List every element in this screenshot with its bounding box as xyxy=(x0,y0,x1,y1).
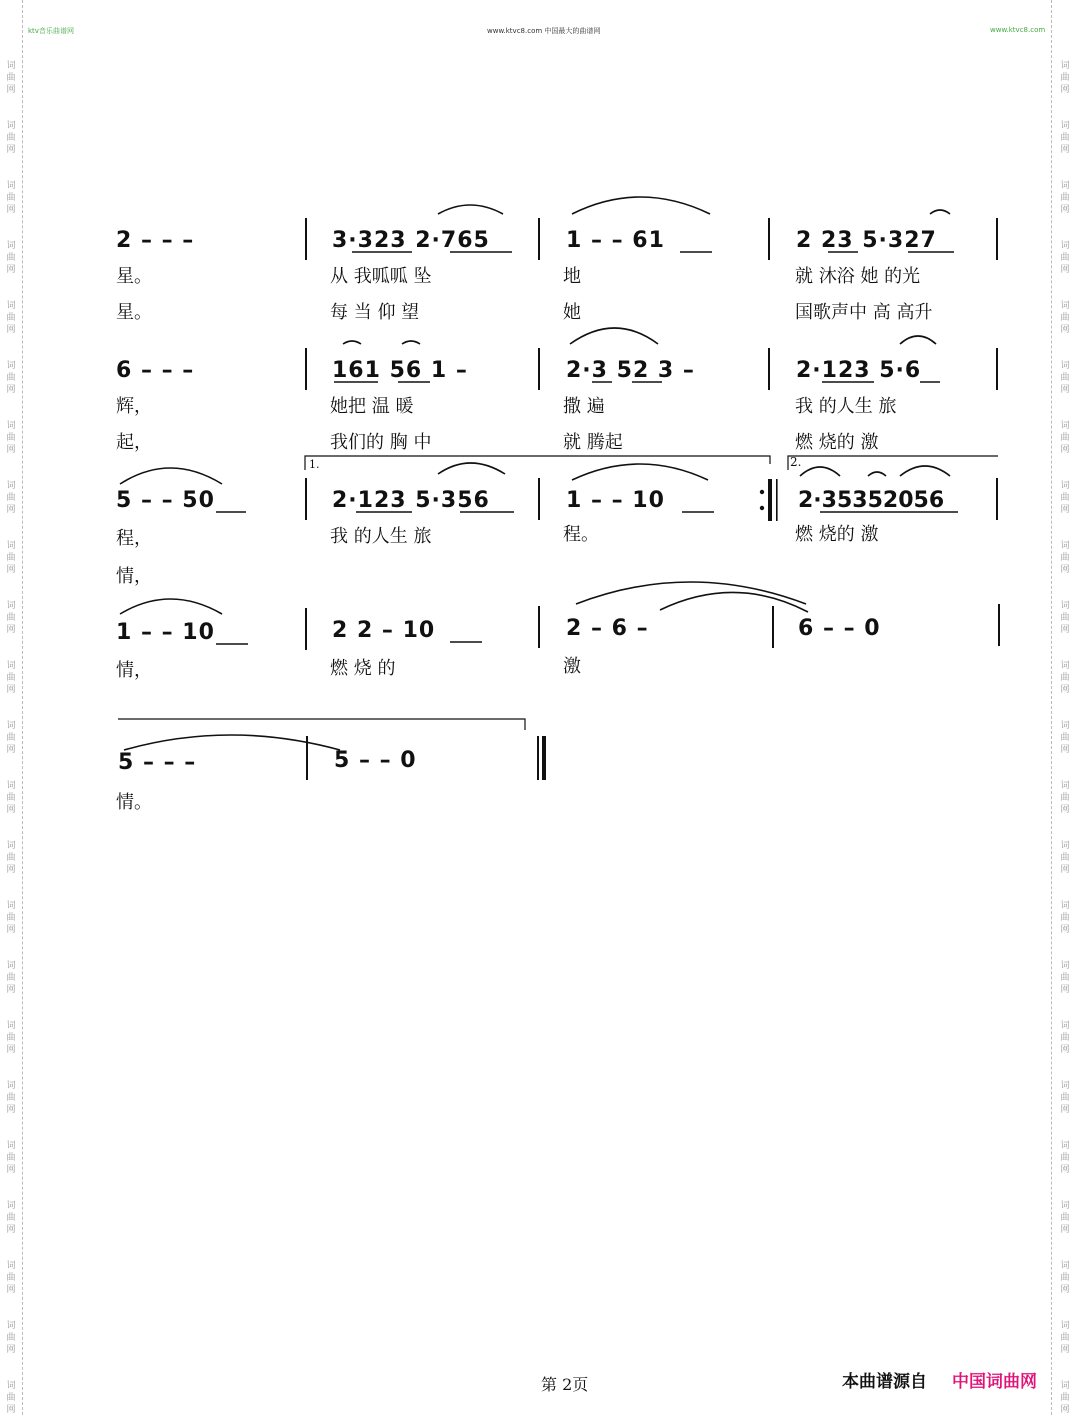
lyric-verse1: 她把 温 暖 xyxy=(330,396,414,417)
watermark-text: 词 曲 网 xyxy=(1060,661,1070,695)
watermark-text: 词 曲 网 xyxy=(1060,1261,1070,1295)
repeat-dot xyxy=(760,490,764,494)
measure-note: 6 – – – xyxy=(116,358,195,383)
watermark-text: 词 曲 网 xyxy=(1060,1141,1070,1175)
watermark-text: 词 曲 网 xyxy=(6,481,16,515)
measure-note: 6 – – 0 xyxy=(798,616,881,641)
watermark-text: 词 曲 网 xyxy=(1060,1021,1070,1055)
measure-note: 1 – – 10 xyxy=(116,620,215,645)
watermark-text: 词 曲 网 xyxy=(1060,61,1070,95)
measure-note: 2·35352056 xyxy=(798,488,945,513)
measure-note: 2·123 5·6 xyxy=(796,358,922,383)
slur xyxy=(120,599,222,614)
lyric-verse1: 燃 烧的 激 xyxy=(795,524,879,545)
watermark-text: 词 曲 网 xyxy=(1060,961,1070,995)
slur xyxy=(120,468,222,484)
repeat-thick-bar xyxy=(768,479,772,521)
slur xyxy=(930,210,950,214)
measure-note: 1 – – 10 xyxy=(566,488,665,513)
slur xyxy=(576,582,806,604)
watermark-text: 词 曲 网 xyxy=(6,1321,16,1355)
measure-note: 5 – – 50 xyxy=(116,488,215,513)
watermark-text: 词 曲 网 xyxy=(6,601,16,635)
lyric-verse1: 从 我呱呱 坠 xyxy=(330,266,432,287)
watermark-text: 词 曲 网 xyxy=(1060,721,1070,755)
lyric-verse2: 我们的 胸 中 xyxy=(330,432,432,453)
header-right-text: www.ktvc8.com xyxy=(990,26,1046,34)
watermark-text: 词 曲 网 xyxy=(1060,1381,1070,1415)
volta-2-label: 2. xyxy=(790,455,802,469)
slur xyxy=(800,467,840,476)
watermark-text: 词 曲 网 xyxy=(6,781,16,815)
volta-1-bracket xyxy=(305,456,770,470)
slur xyxy=(343,341,361,344)
watermark-text: 词 曲 网 xyxy=(1060,481,1070,515)
watermark-text: 词 曲 网 xyxy=(6,961,16,995)
watermark-text: 词 曲 网 xyxy=(1060,1201,1070,1235)
watermark-text: 词 曲 网 xyxy=(6,361,16,395)
source-site: 中国词曲网 xyxy=(952,1372,1037,1392)
lyric-verse1: 辉， xyxy=(116,396,152,417)
lyric-verse1: 程， xyxy=(116,528,152,549)
lyric-verse2: 起， xyxy=(116,432,152,453)
watermark-text: 词 曲 网 xyxy=(1060,241,1070,275)
measure-note: 2·123 5·356 xyxy=(332,488,490,513)
slur xyxy=(438,463,505,474)
watermark-text: 词 曲 网 xyxy=(6,1081,16,1115)
measure-note: 5 – – – xyxy=(118,750,197,775)
watermark-text: 词 曲 网 xyxy=(1060,421,1070,455)
header-left-text: ktv音乐曲谱网 xyxy=(28,27,74,35)
lyric-verse1: 我 的人生 旅 xyxy=(330,526,432,547)
watermark-text: 词 曲 网 xyxy=(6,1141,16,1175)
volta-1-label: 1. xyxy=(309,458,320,471)
watermark-text: 词 曲 网 xyxy=(1060,301,1070,335)
measure-note: 2·3 52 3 – xyxy=(566,358,695,383)
watermark-text: 词 曲 网 xyxy=(1060,1081,1070,1115)
watermark-text: 词 曲 网 xyxy=(1060,781,1070,815)
watermark-text: 词 曲 网 xyxy=(6,1381,16,1415)
lyric-verse2: 她 xyxy=(563,302,581,323)
source-label: 本曲谱源自 xyxy=(842,1372,927,1392)
lyric-verse1: 燃 烧 的 xyxy=(330,658,396,679)
measure-note: 161 56 1 – xyxy=(332,358,468,383)
lyric-verse1: 星。 xyxy=(116,266,152,287)
watermark-text: 词 曲 网 xyxy=(1060,541,1070,575)
watermark-text: 词 曲 网 xyxy=(1060,841,1070,875)
watermark-text: 词 曲 网 xyxy=(1060,901,1070,935)
measure-note: 1 – – 61 xyxy=(566,228,665,253)
measure-note: 3·323 2·765 xyxy=(332,228,490,253)
repeat-dot xyxy=(760,506,764,510)
slur xyxy=(570,328,658,344)
lyric-verse1: 情， xyxy=(116,660,152,681)
watermark-text: 词 曲 网 xyxy=(6,181,16,215)
slur xyxy=(572,197,710,214)
measure-note: 5 – – 0 xyxy=(334,748,417,773)
measure-note: 2 – – – xyxy=(116,228,195,253)
watermark-text: 词 曲 网 xyxy=(1060,601,1070,635)
lyric-verse2: 国歌声中 高 高升 xyxy=(795,302,933,323)
slur xyxy=(124,735,340,750)
lyric-verse2: 星。 xyxy=(116,302,152,323)
measure-note: 2 – 6 – xyxy=(566,616,649,641)
watermark-text: 词 曲 网 xyxy=(6,661,16,695)
lyric-verse1: 激 xyxy=(563,656,581,677)
watermark-text: 词 曲 网 xyxy=(1060,361,1070,395)
lyric-verse1: 我 的人生 旅 xyxy=(795,396,897,417)
slur xyxy=(900,336,936,344)
slur xyxy=(438,205,503,214)
repeat-thin-bar xyxy=(776,479,778,521)
header-center-text: www.ktvc8.com 中国最大的曲谱网 xyxy=(487,27,601,35)
watermark-text: 词 曲 网 xyxy=(6,121,16,155)
lyric-verse1: 撒 遍 xyxy=(563,396,605,417)
watermark-text: 词 曲 网 xyxy=(1060,121,1070,155)
watermark-text: 词 曲 网 xyxy=(6,301,16,335)
watermark-text: 词 曲 网 xyxy=(6,1201,16,1235)
volta-2-bracket xyxy=(788,456,998,470)
watermark-text: 词 曲 网 xyxy=(6,541,16,575)
watermark-text: 词 曲 网 xyxy=(6,721,16,755)
lyric-verse2: 就 腾起 xyxy=(563,432,623,453)
watermark-text: 词 曲 网 xyxy=(6,61,16,95)
watermark-text: 词 曲 网 xyxy=(6,1261,16,1295)
page-number: 第 2页 xyxy=(541,1375,589,1394)
lyric-verse1: 程。 xyxy=(563,524,599,545)
watermark-text: 词 曲 网 xyxy=(1060,1321,1070,1355)
lyric-verse1: 地 xyxy=(563,266,581,287)
slur xyxy=(868,472,886,476)
lyric-verse2: 每 当 仰 望 xyxy=(330,302,420,323)
ending-bracket xyxy=(118,719,525,730)
measure-note: 2 2 – 10 xyxy=(332,618,436,643)
watermark-text: 词 曲 网 xyxy=(1060,181,1070,215)
lyric-verse1: 就 沐浴 她 的光 xyxy=(795,266,921,287)
watermark-text: 词 曲 网 xyxy=(6,841,16,875)
watermark-text: 词 曲 网 xyxy=(6,241,16,275)
slur xyxy=(660,592,808,612)
slur xyxy=(572,464,708,480)
slur xyxy=(402,341,420,344)
watermark-text: 词 曲 网 xyxy=(6,421,16,455)
watermark-text: 词 曲 网 xyxy=(6,901,16,935)
slur xyxy=(900,466,950,476)
watermark-text: 词 曲 网 xyxy=(6,1021,16,1055)
lyric-verse2: 燃 烧的 激 xyxy=(795,432,879,453)
measure-note: 2 23 5·327 xyxy=(796,228,937,253)
lyric-verse2: 情， xyxy=(116,566,152,587)
lyric-verse1: 情。 xyxy=(116,792,152,813)
